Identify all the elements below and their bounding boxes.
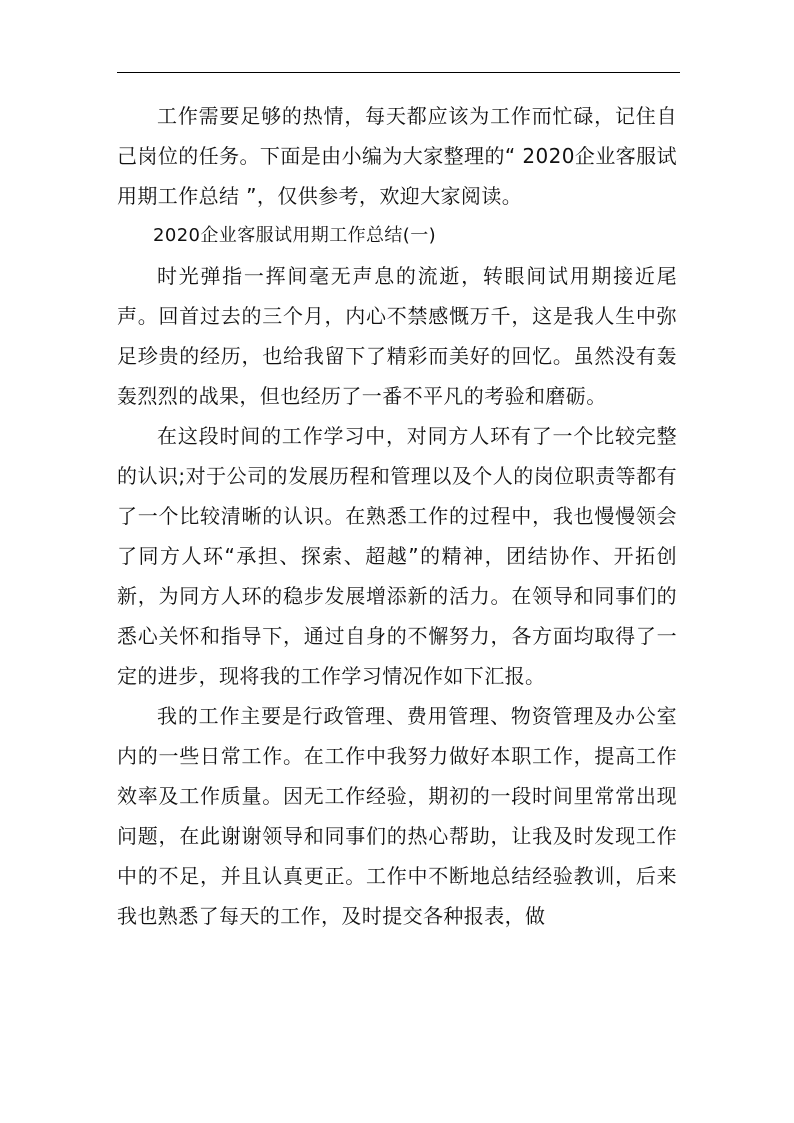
section-heading: 2020企业客服试用期工作总结(一) xyxy=(153,225,437,246)
body-paragraph: 我的工作主要是行政管理、费用管理、物资管理及办公室内的一些日常工作。在工作中我努力做好本职工作，提高工作效率及工作质量。因无工作经验，期初的一段时间里常常出现问题，在此谢谢领导和同事们的热心帮助，让我及时发现工作中的不足，并且认真更正。工作中不断地总结经验教训，后来我也熟悉了每天的工作，及时提交各种报表，做 xyxy=(117,704,677,928)
header-rule xyxy=(117,72,680,73)
body-paragraph: 时光弹指一挥间毫无声息的流逝，转眼间试用期接近尾声。回首过去的三个月，内心不禁感慨万千，这是我人生中弥足珍贵的经历，也给我留下了精彩而美好的回忆。虽然没有轰轰烈烈的战果，但也经历了一番不平凡的考验和磨砺。 xyxy=(117,264,677,408)
body-paragraph: 在这段时间的工作学习中，对同方人环有了一个比较完整的认识;对于公司的发展历程和管理以及个人的岗位职责等都有了一个比较清晰的认识。在熟悉工作的过程中，我也慢慢领会了同方人环“承担、探索、超越”的精神，团结协作、开拓创新，为同方人环的稳步发展增添新的活力。在领导和同事们的悉心关怀和指导下，通过自身的不懈努力，各方面均取得了一定的进步，现将我的工作学习情况作如下汇报。 xyxy=(117,424,677,688)
intro-paragraph: 工作需要足够的热情，每天都应该为工作而忙碌，记住自己岗位的任务。下面是由小编为大家整理的“ 2020企业客服试用期工作总结 ”，仅供参考，欢迎大家阅读。 xyxy=(117,104,677,208)
document-body xyxy=(117,96,677,936)
